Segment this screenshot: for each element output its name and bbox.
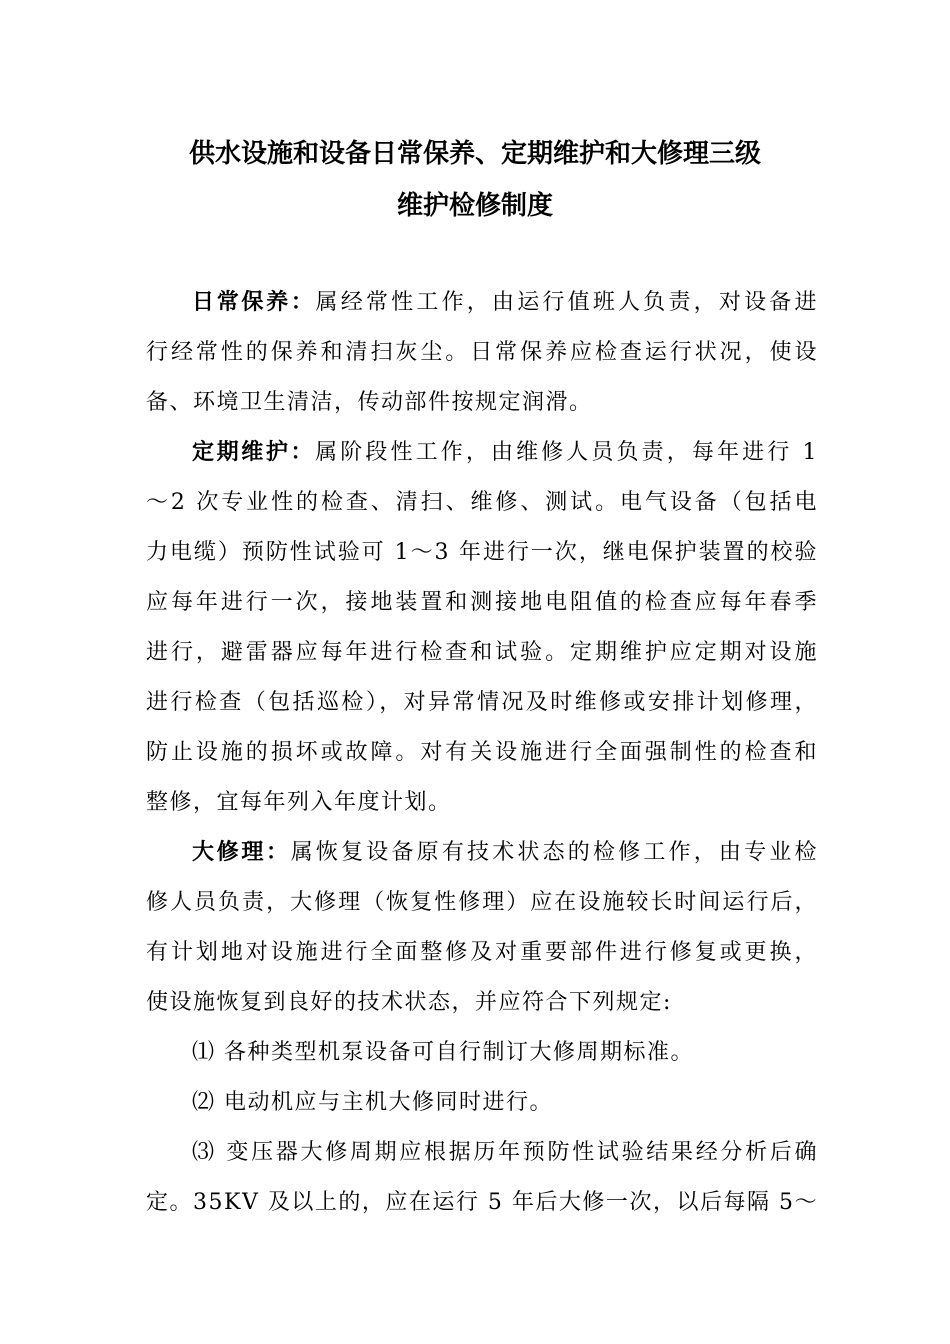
document-body <box>146 278 818 1228</box>
paragraph-line: 进行，避雷器应每年进行检查和试验。定期维护应定期对设施 <box>146 640 818 665</box>
paragraph-line: 有计划地对设施进行全面整修及对重要部件进行修复或更换， <box>146 940 818 965</box>
paragraph-text: 属经常性工作，由运行值班人负责，对设备进 <box>315 290 818 315</box>
rule-item: ⑵ 电动机应与主机大修同时进行。 <box>192 1090 553 1115</box>
section-daily-maintenance <box>146 278 818 428</box>
section-periodic-maintenance <box>146 428 818 828</box>
paragraph-line: 修人员负责，大修理（恢复性修理）应在设施较长时间运行后， <box>146 890 818 915</box>
document-title <box>100 128 850 232</box>
paragraph-line: 应每年进行一次，接地装置和测接地电阻值的检查应每年春季 <box>146 590 818 615</box>
paragraph-text: 属恢复设备原有技术状态的检修工作，由专业检 <box>290 840 818 865</box>
paragraph-line: 进行检查（包括巡检），对异常情况及时维修或安排计划修理， <box>146 690 818 715</box>
section-heading: 日常保养： <box>192 290 316 315</box>
section-heading: 大修理： <box>192 840 291 865</box>
paragraph-line <box>146 278 818 328</box>
paragraph-line: 备、环境卫生清洁，传动部件按规定润滑。 <box>146 390 593 415</box>
paragraph-text: 属阶段性工作，由维修人员负责，每年进行 1 <box>315 440 818 465</box>
paragraph-line: ～2 次专业性的检查、清扫、维修、测试。电气设备（包括电 <box>146 490 818 515</box>
section-overhaul <box>146 828 818 1028</box>
paragraph-line: 力电缆）预防性试验可 1～3 年进行一次，继电保护装置的校验 <box>146 540 818 565</box>
rule-item: ⑴ 各种类型机泵设备可自行制订大修周期标准。 <box>192 1040 694 1065</box>
title-line: 供水设施和设备日常保养、定期维护和大修理三级 <box>188 139 761 169</box>
section-heading: 定期维护： <box>192 440 316 465</box>
title-line: 维护检修制度 <box>396 191 553 221</box>
paragraph-line <box>146 828 818 878</box>
paragraph-line: 整修，宜每年列入年度计划。 <box>146 790 452 815</box>
rules-list <box>146 1028 818 1228</box>
paragraph-line: 行经常性的保养和清扫灰尘。日常保养应检查运行状况，使设 <box>146 340 818 365</box>
rule-item-continuation: 定。35KV 及以上的，应在运行 5 年后大修一次，以后每隔 5～ <box>146 1190 818 1215</box>
paragraph-line <box>146 428 818 478</box>
rule-item: ⑶ 变压器大修周期应根据历年预防性试验结果经分析后确 <box>192 1140 818 1165</box>
paragraph-line: 防止设施的损坏或故障。对有关设施进行全面强制性的检查和 <box>146 740 818 765</box>
paragraph-line: 使设施恢复到良好的技术状态，并应符合下列规定: <box>146 990 672 1015</box>
